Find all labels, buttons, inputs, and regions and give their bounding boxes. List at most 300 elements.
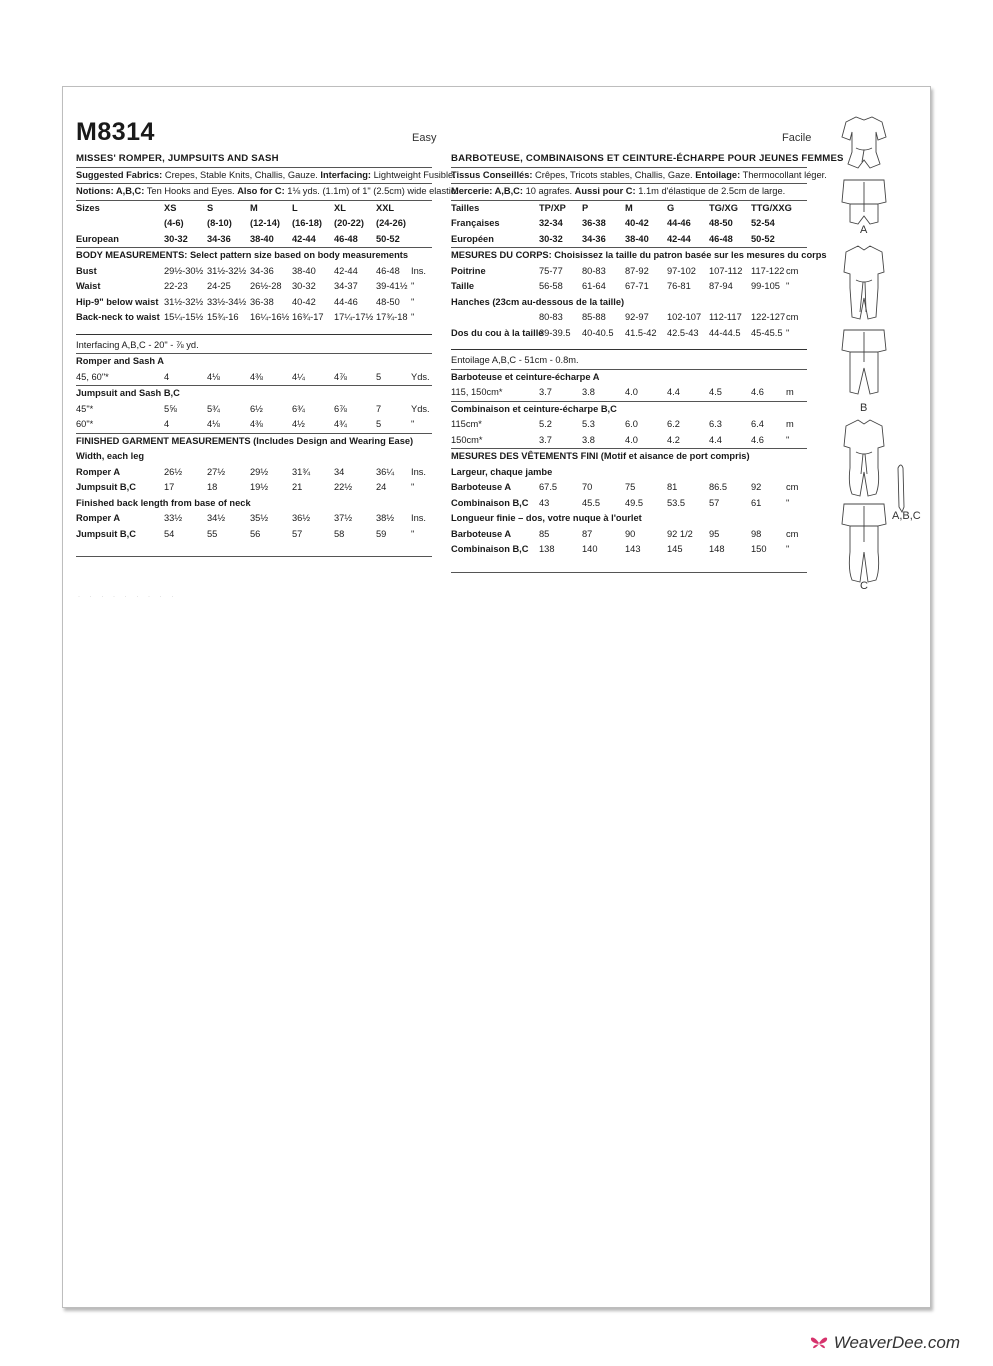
body-row-value: 34-36 (250, 265, 274, 276)
notions (451, 184, 807, 200)
width-row-value: 24 (376, 482, 387, 492)
view-illustrations (836, 112, 926, 602)
body-row-value: 31½-32½ (164, 296, 204, 307)
body-row-value: 75-77 (539, 265, 563, 276)
jumpsuit-yardage-row-value: 4⅛ (207, 419, 220, 429)
back-row-label: Dos du cou à la taille (451, 327, 544, 338)
hip-row-value: 85-88 (582, 312, 606, 322)
view-label-abc: A,B,C (892, 510, 921, 522)
body-row-value: 117-122 (751, 265, 785, 276)
jumpsuit-back-icon (842, 330, 886, 394)
back-row-value: 40-40.5 (582, 327, 614, 338)
size-range: (8-10) (207, 218, 232, 228)
width-row-value: 53.5 (667, 497, 686, 508)
faint-marks: · · · · · · · · · (78, 594, 178, 600)
suggested-fabrics-part: Entoilage: (695, 169, 741, 180)
length-row-unit: " (786, 544, 790, 554)
hip-row-value: 80-83 (539, 312, 563, 322)
watermark (810, 1333, 960, 1353)
width-row-value: 19½ (250, 482, 269, 492)
width-row-value: 49.5 (625, 497, 644, 508)
jumpsuit-yardage-row-value: 5¾ (207, 403, 220, 414)
back-row (451, 326, 807, 342)
sizes-row (451, 201, 807, 217)
butterfly-logo-icon (810, 1335, 828, 1351)
body-row-unit: cm (786, 265, 799, 276)
body-row-value: 48-50 (376, 296, 400, 307)
size-range: (24-26) (376, 218, 406, 228)
romper-yardage-row (451, 385, 807, 401)
jumpsuit-yardage-row (451, 417, 807, 433)
notions-part: Aussi pour C: (574, 186, 636, 196)
european-size: 46-48 (709, 233, 733, 244)
length-row-label: Combinaison B,C (451, 544, 529, 554)
body-row-value: 17¼-17½ (334, 312, 374, 322)
romper-yardage-row-value: 4.6 (751, 387, 764, 397)
body-row (76, 264, 432, 280)
section-title: BARBOTEUSE, COMBINAISONS ET CEINTURE-ÉCHARPE POUR JEUNES FEMMES (451, 153, 844, 164)
body-row-value: 22-23 (164, 281, 188, 291)
length-row-value: 56 (250, 528, 261, 539)
body-row-value: 99-105 (751, 281, 780, 291)
romper-yardage-row-value: 4.5 (709, 387, 722, 397)
jumpsuit-yardage-row-label: 45"* (76, 403, 94, 414)
body-row-label: Poitrine (451, 265, 486, 276)
jumpsuit-yardage-row-value: 4 (164, 419, 170, 429)
size-name: TTG/XXG (751, 202, 792, 213)
european-size: 38-40 (250, 233, 274, 244)
width-row-value: 61 (751, 497, 762, 508)
french-size: 44-46 (667, 218, 691, 228)
notions-part: Mercerie: A,B,C: (451, 186, 523, 196)
width-row-value: 29½ (250, 466, 269, 477)
finished-measurements-header: MESURES DES VÊTEMENTS FINI (Motif et aisance de port compris) (451, 451, 750, 461)
jumpsuit-yardage-row (451, 433, 807, 449)
romper-yardage-header: Romper and Sash A (76, 356, 164, 366)
jumpsuit-yardage-row-value: 4¾ (334, 419, 347, 429)
suggested-fabrics-part: Tissus Conseillés: (451, 169, 533, 180)
length-row-value: 148 (709, 544, 725, 554)
length-row-value: 37½ (334, 513, 353, 523)
width-row (451, 480, 807, 496)
size-name: TP/XP (539, 202, 566, 213)
length-row-value: 55 (207, 528, 218, 539)
notions-part: 1⅛ yds. (1.1m) of 1" (2.5cm) wide elastic. (284, 186, 459, 196)
width-row-value: 31¾ (292, 466, 311, 477)
width-row-label: Romper A (76, 466, 121, 477)
jumpsuit-yardage-header: Jumpsuit and Sash B,C (76, 388, 180, 398)
length-row (76, 527, 432, 543)
romper-yardage-row-label: 115, 150cm* (451, 387, 503, 397)
watermark-text: WeaverDee.com (833, 1333, 960, 1352)
width-row-value: 45.5 (582, 497, 601, 508)
length-row-value: 150 (751, 544, 767, 554)
difficulty-fr: Facile (782, 132, 812, 144)
body-row-value: 16¼-16½ (250, 312, 290, 322)
jumpsuit-yardage-row-value: 5⅝ (164, 403, 177, 414)
back-row-value: 39-39.5 (539, 327, 571, 338)
body-row-unit: " (411, 312, 415, 322)
jumpsuit-yardage-row-value: 5.3 (582, 419, 595, 429)
hip-row-value: 112-117 (709, 312, 742, 322)
body-row-value: 15¾-16 (207, 312, 239, 322)
width-row-unit: cm (786, 482, 799, 492)
body-row-value: 46-48 (376, 265, 400, 276)
width-row (76, 480, 432, 496)
size-name: L (292, 202, 298, 213)
length-row-value: 58 (334, 528, 345, 539)
jumpsuit-yardage-row-value: 4½ (292, 419, 305, 429)
view-label-c: C (860, 580, 868, 592)
jumpsuit-yardage-row-value: 6.0 (625, 419, 638, 429)
width-row-value: 26½ (164, 466, 183, 477)
size-name: S (207, 202, 214, 213)
jumpsuit-yardage-row-value: 5.2 (539, 419, 552, 429)
body-row-value: 36-38 (250, 296, 274, 307)
european-size: 50-52 (751, 233, 775, 244)
notions-part: Notions: A,B,C: (76, 186, 145, 196)
body-row (76, 295, 432, 311)
body-row-label: Waist (76, 281, 101, 291)
view-label-b: B (860, 402, 868, 414)
body-row-unit: " (786, 281, 790, 291)
romper-yardage-row-value: 4⅛ (207, 371, 220, 382)
jumpsuit-yardage-row-value: 3.8 (582, 434, 595, 445)
european-size: 34-36 (582, 233, 606, 244)
view-label-a: A (860, 224, 868, 236)
length-row-value: 54 (164, 528, 175, 539)
romper-yardage-row-value: 3.7 (539, 387, 552, 397)
length-row-unit: " (411, 528, 415, 539)
jumpsuit-yardage-row-unit: m (786, 419, 794, 429)
romper-yardage-row-value: 4⅜ (250, 371, 263, 382)
body-row-label: Bust (76, 265, 97, 276)
romper-yardage-row-value: 4.0 (625, 387, 638, 397)
suggested-fabrics-part: Thermocollant léger. (740, 169, 827, 180)
body-row-value: 16¾-17 (292, 312, 324, 322)
length-row-value: 92 1/2 (667, 528, 693, 539)
length-row-value: 33½ (164, 513, 183, 523)
width-row-value: 67.5 (539, 482, 558, 492)
jumpsuit-yardage-row-value: 6¾ (292, 403, 305, 414)
body-row-value: 44-46 (334, 296, 358, 307)
french-size: 52-54 (751, 218, 775, 228)
width-row-value: 36¼ (376, 466, 395, 477)
interfacing-yardage: Interfacing A,B,C - 20" - ⅞ yd. (76, 339, 199, 350)
divider (451, 572, 807, 573)
romper-yardage-row-unit: m (786, 387, 794, 397)
body-row-label: Taille (451, 281, 475, 291)
jumpsuit-yardage-row (76, 417, 432, 433)
length-row-label: Romper A (76, 513, 121, 523)
english-column (76, 151, 459, 557)
length-row-value: 87 (582, 528, 593, 539)
size-range: (12-14) (250, 218, 280, 228)
back-row-value: 41.5-42 (625, 327, 657, 338)
width-row-value: 86.5 (709, 482, 728, 492)
body-row-unit: " (411, 281, 415, 291)
notions-part: 10 agrafes. (522, 186, 575, 196)
size-name: P (582, 202, 589, 213)
body-row-value: 15¼-15½ (164, 312, 204, 322)
width-row (451, 496, 807, 512)
width-row-value: 27½ (207, 466, 226, 477)
length-row-value: 57 (292, 528, 303, 539)
body-row (76, 310, 432, 326)
length-label: Longueur finie – dos, votre nuque à l'ourlet (451, 513, 642, 523)
french-size: 32-34 (539, 218, 563, 228)
romper-yardage-header: Barboteuse et ceinture-écharpe A (451, 371, 600, 382)
body-row-value: 39-41½ (376, 281, 408, 291)
width-row-unit: Ins. (411, 466, 426, 477)
european-label: European (76, 233, 119, 244)
size-range: (4-6) (164, 218, 184, 228)
width-label: Largeur, chaque jambe (451, 466, 553, 477)
length-row-value: 35½ (250, 513, 269, 523)
jumpsuit-yardage-row-value: 5 (376, 419, 382, 429)
length-row-value: 38½ (376, 513, 395, 523)
romper-yardage-row-value: 4¼ (292, 371, 305, 382)
width-row-label: Combinaison B,C (451, 497, 529, 508)
length-row-value: 85 (539, 528, 550, 539)
suggested-fabrics-part: Crêpes, Tricots stables, Challis, Gaze. (532, 169, 696, 180)
body-row-value: 67-71 (625, 281, 649, 291)
body-row-unit: Ins. (411, 265, 426, 276)
jumpsuit-yardage-row-unit: " (411, 419, 415, 429)
length-row-value: 59 (376, 528, 387, 539)
jumpsuit-yardage-row-value: 4.6 (751, 434, 764, 445)
jumpsuit-c-front-icon (844, 420, 884, 496)
jumpsuit-yardage-row-label: 60"* (76, 419, 94, 429)
length-row-label: Jumpsuit B,C (76, 528, 136, 539)
european-size: 50-52 (376, 233, 400, 244)
jumpsuit-yardage-row-value: 6½ (250, 403, 263, 414)
length-row-label: Barboteuse A (451, 528, 512, 539)
body-row-value: 34-37 (334, 281, 358, 291)
romper-yardage-row-label: 45, 60"* (76, 371, 109, 382)
romper-yardage-row-value: 4 (164, 371, 170, 382)
suggested-fabrics-part: Suggested Fabrics: (76, 169, 163, 180)
body-row-label: Hip-9" below waist (76, 296, 159, 307)
width-row-value: 70 (582, 482, 593, 492)
french-size: 40-42 (625, 218, 649, 228)
sizes-label: Tailles (451, 202, 480, 213)
width-row-value: 81 (667, 482, 678, 492)
body-row (451, 279, 807, 295)
body-row-value: 76-81 (667, 281, 691, 291)
jumpsuit-yardage-row-label: 150cm* (451, 434, 483, 445)
width-row-value: 75 (625, 482, 636, 492)
european-size: 34-36 (207, 233, 231, 244)
jumpsuit-yardage-row-value: 4.4 (709, 434, 722, 445)
length-row-unit: Ins. (411, 513, 426, 523)
hip-row (451, 310, 807, 326)
width-row-value: 21 (292, 482, 303, 492)
length-row-value: 138 (539, 544, 555, 554)
length-row-value: 98 (751, 528, 762, 539)
hip-row-value: 122-127 (751, 312, 786, 322)
size-name: XL (334, 202, 346, 213)
width-row-label: Jumpsuit B,C (76, 482, 136, 492)
interfacing-yardage: Entoilage A,B,C - 51cm - 0.8m. (451, 355, 579, 365)
body-row-value: 24-25 (207, 281, 231, 291)
body-row (76, 279, 432, 295)
romper-yardage-row-value: 3.8 (582, 387, 595, 397)
romper-yardage-row-value: 5 (376, 371, 382, 382)
sash-icon (898, 465, 904, 512)
body-row-unit: " (411, 296, 415, 307)
suggested-fabrics (76, 168, 456, 184)
jumpsuit-yardage-row-label: 115cm* (451, 419, 482, 429)
length-row-value: 34½ (207, 513, 226, 523)
jumpsuit-yardage-row-unit: " (786, 434, 790, 445)
french-size: 48-50 (709, 218, 733, 228)
sizes-label: Sizes (76, 202, 100, 213)
width-label: Width, each leg (76, 451, 145, 461)
european-size: 42-44 (292, 233, 316, 244)
width-row-value: 92 (751, 482, 762, 492)
body-row (451, 264, 807, 280)
jumpsuit-yardage-row-value: 6⅞ (334, 403, 347, 414)
finished-measurements-header: FINISHED GARMENT MEASUREMENTS (Includes Design and Wearing Ease) (76, 435, 414, 446)
hip-label: Hanches (23cm au-dessous de la taille) (451, 296, 625, 307)
body-row-value: 56-58 (539, 281, 563, 291)
pattern-code: M8314 (76, 118, 155, 146)
notions-part: 1.1m d'élastique de 2.5cm de large. (635, 186, 786, 196)
body-measurements-header: BODY MEASUREMENTS: Select pattern size based on body measurements (76, 250, 409, 260)
jumpsuit-c-back-icon (842, 504, 886, 582)
romper-yardage-row-unit: Yds. (411, 371, 430, 382)
body-row-value: 61-64 (582, 281, 606, 291)
body-row-value: 40-42 (292, 296, 316, 307)
size-range: (20-22) (334, 218, 364, 228)
size-name: G (667, 202, 675, 213)
size-name: TG/XG (709, 202, 738, 213)
length-row-value: 95 (709, 528, 720, 539)
jumpsuit-yardage-row-value: 6.3 (709, 419, 722, 429)
hip-row-unit: cm (786, 312, 799, 322)
suggested-fabrics-part: Crepes, Stable Knits, Challis, Gauze. (162, 169, 321, 180)
length-row-value: 145 (667, 544, 683, 554)
length-row-value: 36½ (292, 513, 311, 523)
body-row-value: 26½-28 (250, 281, 282, 291)
jumpsuit-yardage-row-value: 4⅜ (250, 419, 263, 429)
width-row-value: 18 (207, 482, 218, 492)
french-size: 36-38 (582, 218, 606, 228)
length-row (451, 542, 807, 558)
body-row-value: 17¾-18 (376, 312, 408, 322)
length-row-value: 90 (625, 528, 636, 539)
suggested-fabrics-part: Lightweight Fusible. (371, 169, 456, 180)
back-row-unit: " (786, 327, 790, 338)
jumpsuit-front-icon (844, 246, 884, 319)
body-row-label: Back-neck to waist (76, 312, 160, 322)
body-row-value: 80-83 (582, 265, 606, 276)
french-sizes-row (451, 216, 807, 232)
size-range: (16-18) (292, 218, 322, 228)
european-row (451, 232, 807, 248)
romper-front-icon (842, 117, 886, 168)
european-size: 30-32 (164, 233, 188, 244)
sizes-row (76, 201, 432, 217)
length-label: Finished back length from base of neck (76, 497, 251, 508)
length-row-value: 143 (625, 544, 641, 554)
width-row-value: 43 (539, 497, 550, 508)
width-row-value: 17 (164, 482, 175, 492)
length-row (76, 511, 432, 527)
european-label: Européen (451, 233, 494, 244)
jumpsuit-yardage-header: Combinaison et ceinture-écharpe B,C (451, 403, 617, 414)
body-row-value: 31½-32½ (207, 265, 247, 276)
length-row (451, 527, 807, 543)
width-row-value: 34 (334, 466, 345, 477)
jumpsuit-yardage-row (76, 402, 432, 418)
jumpsuit-yardage-row-value: 7 (376, 403, 382, 414)
jumpsuit-yardage-row-value: 4.2 (667, 434, 680, 445)
body-row-value: 87-92 (625, 265, 649, 276)
size-name: XXL (376, 202, 395, 213)
jumpsuit-yardage-row-value: 4.0 (625, 434, 638, 445)
width-row-label: Barboteuse A (451, 482, 512, 492)
back-row-value: 42.5-43 (667, 327, 699, 338)
notions (76, 184, 459, 200)
french-label: Françaises (451, 218, 500, 228)
body-row-value: 33½-34½ (207, 296, 247, 307)
section-title: MISSES' ROMPER, JUMPSUITS AND SASH (76, 153, 279, 164)
garment-sketches (836, 112, 926, 602)
divider (76, 556, 432, 557)
size-ranges-row (76, 216, 432, 232)
notions-part: Ten Hooks and Eyes. (144, 186, 238, 196)
body-row-value: 30-32 (292, 281, 316, 291)
jumpsuit-yardage-row-value: 6.4 (751, 419, 764, 429)
width-row-unit: " (411, 482, 415, 492)
body-row-value: 107-112 (709, 265, 743, 276)
back-row-value: 45-45.5 (751, 327, 783, 338)
body-row-value: 42-44 (334, 265, 358, 276)
romper-yardage-row-value: 4.4 (667, 387, 680, 397)
european-size: 38-40 (625, 233, 649, 244)
width-row-value: 57 (709, 497, 720, 508)
size-name: M (625, 202, 633, 213)
jumpsuit-yardage-row-value: 6.2 (667, 419, 680, 429)
european-size: 42-44 (667, 233, 691, 244)
difficulty-en: Easy (412, 132, 437, 144)
size-name: M (250, 202, 258, 213)
romper-yardage-row-value: 4⅞ (334, 371, 347, 382)
notions-part: Also for C: (237, 186, 285, 196)
french-column (451, 151, 844, 573)
body-row-value: 97-102 (667, 265, 696, 276)
width-row-unit: " (786, 497, 790, 508)
length-row-value: 140 (582, 544, 598, 554)
body-row-value: 38-40 (292, 265, 316, 276)
european-row (76, 232, 432, 248)
length-row-unit: cm (786, 528, 799, 539)
european-size: 30-32 (539, 233, 563, 244)
hip-row-value: 92-97 (625, 312, 649, 322)
size-name: XS (164, 202, 177, 213)
body-measurements-header: MESURES DU CORPS: Choisissez la taille du patron basée sur les mesures du corps (451, 250, 827, 260)
jumpsuit-yardage-row-value: 3.7 (539, 434, 552, 445)
suggested-fabrics-part: Interfacing: (320, 169, 372, 180)
suggested-fabrics (451, 168, 827, 184)
width-row (76, 465, 432, 481)
romper-yardage-row (76, 370, 432, 386)
back-row-value: 44-44.5 (709, 327, 741, 338)
body-row-value: 29½-30½ (164, 265, 204, 276)
jumpsuit-yardage-row-unit: Yds. (411, 403, 430, 414)
